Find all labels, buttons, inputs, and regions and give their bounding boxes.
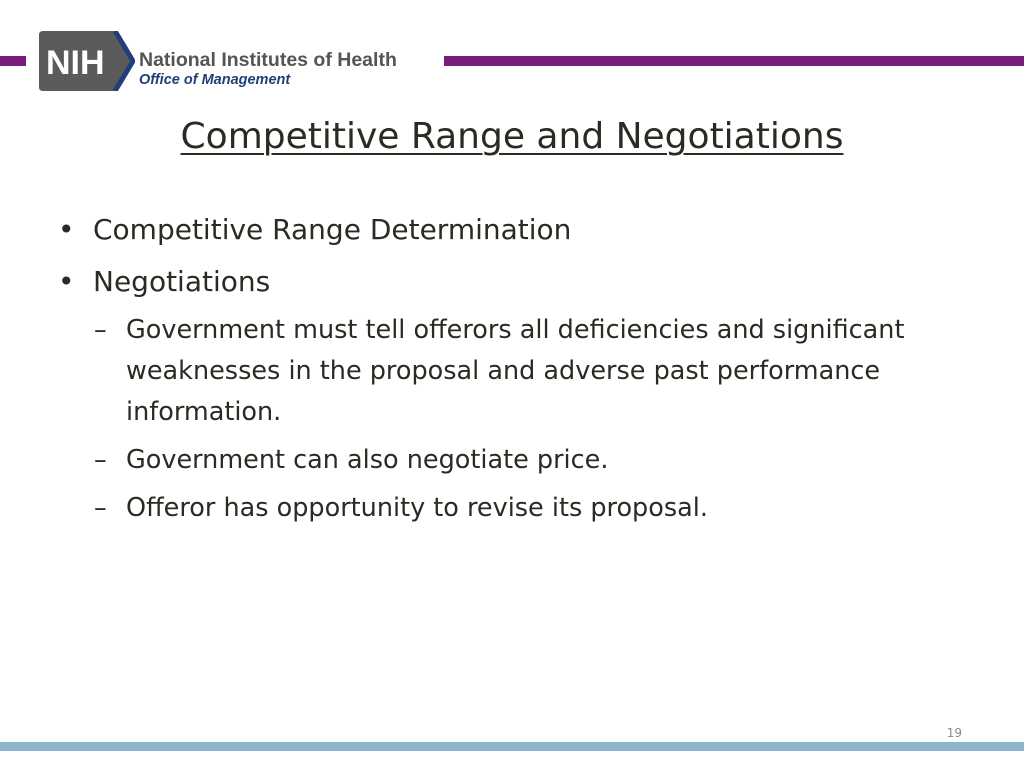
sub-bullet-item xyxy=(58,488,916,529)
sub-bullet-text: Government must tell offerors all deficiencies and significant weaknesses in the proposal and adverse past performance information. xyxy=(126,315,905,427)
footer-bar xyxy=(0,742,1024,751)
slide-title: Competitive Range and Negotiations xyxy=(180,116,844,157)
header-accent-bar-left xyxy=(0,56,26,66)
bullet-list xyxy=(58,210,938,536)
bullet-item xyxy=(58,262,938,302)
sub-bullet-marker: – xyxy=(94,445,107,475)
sub-bullet-marker: – xyxy=(94,493,107,523)
nih-logo-icon xyxy=(39,31,135,91)
sub-bullet-item xyxy=(58,310,916,433)
bullet-item xyxy=(58,210,938,250)
sub-bullet-marker: – xyxy=(94,315,107,345)
sub-bullet-text: Government can also negotiate price. xyxy=(126,445,609,475)
sub-bullet-item xyxy=(58,440,916,481)
org-name: National Institutes of Health xyxy=(139,49,397,71)
logo-text xyxy=(139,49,397,89)
sub-bullet-group xyxy=(58,310,938,529)
bullet-text: Competitive Range Determination xyxy=(93,213,572,246)
header-accent-bar-right xyxy=(444,56,1024,66)
bullet-marker: • xyxy=(58,265,75,298)
office-name: Office of Management xyxy=(139,72,291,88)
bullet-marker: • xyxy=(58,213,75,246)
sub-bullet-text: Offeror has opportunity to revise its proposal. xyxy=(126,493,708,523)
logo-mark-text: NIH xyxy=(46,44,105,82)
sub-bullet-list xyxy=(58,310,938,529)
page-number: 19 xyxy=(946,726,962,740)
bullet-text: Negotiations xyxy=(93,265,271,298)
